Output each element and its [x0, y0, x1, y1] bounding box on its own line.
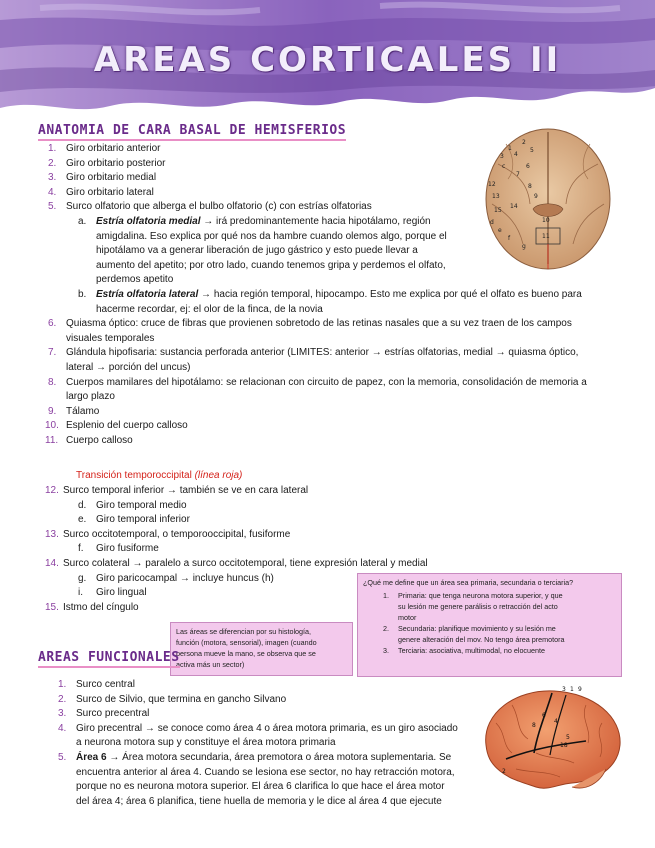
box-line: función (motora, sensorial), imagen (cuando — [176, 638, 317, 647]
figure1-label-3: 3 — [500, 153, 504, 160]
figure1-label-15: 15 — [494, 207, 502, 214]
list-item: 1. Primaria: que tenga neurona motora superior, y que — [383, 591, 563, 600]
list-item: 2. Secundaria: planifique movimiento y su lesión me — [383, 624, 556, 633]
definition-box — [357, 573, 622, 677]
list-item: del área 4; área 6 planifica, tiene huella de memoria y le dice al área 4 que ejecute — [76, 795, 442, 807]
list-item: b. Estría olfatoria lateral → hacia región temporal, hipocampo. Esto me explica por qué el olfato es bueno para — [78, 288, 582, 300]
list-item: motor — [398, 613, 417, 622]
figure1-label-12: 12 — [488, 181, 496, 188]
histology-box — [170, 622, 353, 676]
figure1-label-d: d — [490, 219, 494, 226]
figure1-label-7: 7 — [516, 171, 520, 178]
list-item: g. Giro paricocampal → incluye huncus (h) — [78, 572, 274, 584]
list-item: lateral → porción del uncus) — [66, 361, 191, 373]
list-item: a neurona motora sup y constituye el área motora primaria — [76, 737, 336, 749]
figure1-label-13: 13 — [492, 193, 500, 200]
list-item: perdemos apetito — [96, 274, 174, 286]
list-item: 2. Surco de Silvio, que termina en gancho Silvano — [58, 693, 287, 705]
box-list — [363, 590, 616, 656]
list-item: 10. Esplenio del cuerpo calloso — [45, 420, 188, 432]
figure1-label-1: 1 — [508, 145, 512, 152]
page-title: AREAS CORTICALES II — [93, 40, 562, 80]
list-item: 8. Cuerpos mamilares del hipotálamo: se relacionan con circuito de papez, con la memoria, consolidación de memoria a — [48, 376, 587, 388]
figure1-label-4: 4 — [514, 151, 518, 158]
list-item: a. Estría olfatoria medial → irá predominantemente hacia hipotálamo, región — [78, 215, 431, 227]
list-item: 4. Giro orbitario lateral — [48, 186, 154, 198]
list-item: encuentra anterior al área 4. Cuando se lesiona ese sector, no hay retracción motora, — [76, 766, 455, 778]
section-heading-funcionales: AREAS FUNCIONALES — [38, 650, 180, 668]
list-item: 2. Giro orbitario posterior — [48, 157, 166, 169]
list-item: 7. Glándula hipofisaria: sustancia perforada anterior (LIMITES: anterior → estrías olfatorias, medial → quiasma óptico, — [48, 347, 579, 359]
list-item: su lesión me genere parálisis o retracción del acto — [398, 602, 558, 611]
figure1-label-6: 6 — [526, 163, 530, 170]
figure2-label-2: 2 — [502, 768, 506, 775]
figure2-label-9: 9 — [578, 686, 582, 693]
list-item: 12. Surco temporal inferior → también se ve en cara lateral — [45, 485, 309, 496]
figure2-label-4: 4 — [554, 718, 558, 725]
list-item: 4. Giro precentral → se conoce como área 4 o área motora primaria, es un giro asociado — [58, 722, 458, 734]
list-item: largo plazo — [66, 391, 115, 403]
figure2-label-3: 3 — [562, 686, 566, 693]
figure1-label-9: 9 — [534, 193, 538, 200]
figure1-label-2: 2 — [522, 139, 526, 146]
list-item: genere alteración del mov. No tengo área premotora — [398, 635, 565, 644]
list-item: 3. Terciaria: asociativa, multimodal, no elocuente — [383, 646, 546, 655]
funcionales-list — [58, 678, 458, 809]
box-line: Las áreas se diferencian por su histología, — [176, 627, 312, 636]
box-line: persona mueve la mano, se observa que se — [176, 649, 316, 658]
section-heading-basal: ANATOMIA DE CARA BASAL DE HEMISFERIOS — [38, 123, 346, 141]
list-item: 14. Surco colateral → paralelo a surco occitotemporal, tiene expresión lateral y medial — [45, 557, 428, 569]
list-item: 3. Surco precentral — [58, 708, 150, 720]
list-item: hacerme recordar, ej: el olor de la finca, de la novia — [96, 303, 323, 315]
list-item: visuales temporales — [66, 332, 155, 344]
figure2-label-6: 6 — [542, 712, 546, 719]
figure2-label-5: 5 — [566, 734, 570, 741]
figure2-label-8: 8 — [532, 722, 536, 729]
list-item: 13. Surco occitotemporal, o temporooccipital, fusiforme — [45, 528, 291, 540]
list-item: 1. Giro orbitario anterior — [48, 143, 161, 154]
figure1-label-8: 8 — [528, 183, 532, 190]
list-item: e. Giro temporal inferior — [78, 514, 190, 526]
figure1-label-10: 10 — [542, 217, 550, 224]
list-item: 5. Surco olfatorio que alberga el bulbo olfatorio (c) con estrías olfatorias — [48, 201, 372, 213]
list-item: 15. Istmo del cíngulo — [45, 601, 139, 613]
list-item: 1. Surco central — [58, 679, 135, 690]
list-item: d. Giro temporal medio — [78, 499, 187, 511]
list-item: f. Giro fusiforme — [78, 543, 159, 555]
list-item: 5. Área 6 → Área motora secundaria, área premotora o área motora suplementaria. Se — [58, 751, 452, 763]
list-item: i. Giro lingual — [78, 587, 147, 599]
figure1-label-5: 5 — [530, 147, 534, 154]
basal-brain-figure — [478, 124, 618, 274]
figure1-label-f: f — [508, 235, 511, 242]
figure1-label-g: g — [522, 243, 526, 250]
list-item: aumento del apetito; por otro lado, cuando tenemos gripa y perdemos el olfato, — [96, 259, 446, 271]
lateral-brain-figure — [476, 683, 626, 798]
list-item: porque no es neurona motora superior. El área 6 clarifica lo que hace el área motor — [76, 781, 445, 793]
box-line: activa más un sector) — [176, 660, 245, 669]
figure2-label-18: 18 — [560, 742, 568, 749]
figure1-label-14: 14 — [510, 203, 518, 210]
list-item: amigdalina. Eso explica por qué nos da hambre cuando olemos algo, porque el — [96, 230, 447, 242]
list-item: 11. Cuerpo calloso — [45, 434, 133, 446]
figure2-label-1: 1 — [570, 686, 574, 693]
transition-label: Transición temporoccipital (línea roja) — [76, 470, 243, 481]
list-item: 6. Quiasma óptico: cruce de fibras que provienen sobretodo de las retinas nasales que a su vez traen de los campos — [48, 318, 572, 330]
list-item: 3. Giro orbitario medial — [48, 172, 157, 184]
box-title: ¿Qué me define que un área sea primaria, secundaria o terciaria? — [363, 578, 574, 587]
list-item: hipotálamo va a generar liberación de jugo gástrico y esto puede llevar a — [96, 245, 418, 257]
figure1-label-e: e — [498, 227, 502, 234]
list-item: 9. Tálamo — [48, 405, 100, 417]
figure1-label-c: c — [502, 163, 506, 170]
figure1-label-11: 11 — [542, 233, 550, 240]
